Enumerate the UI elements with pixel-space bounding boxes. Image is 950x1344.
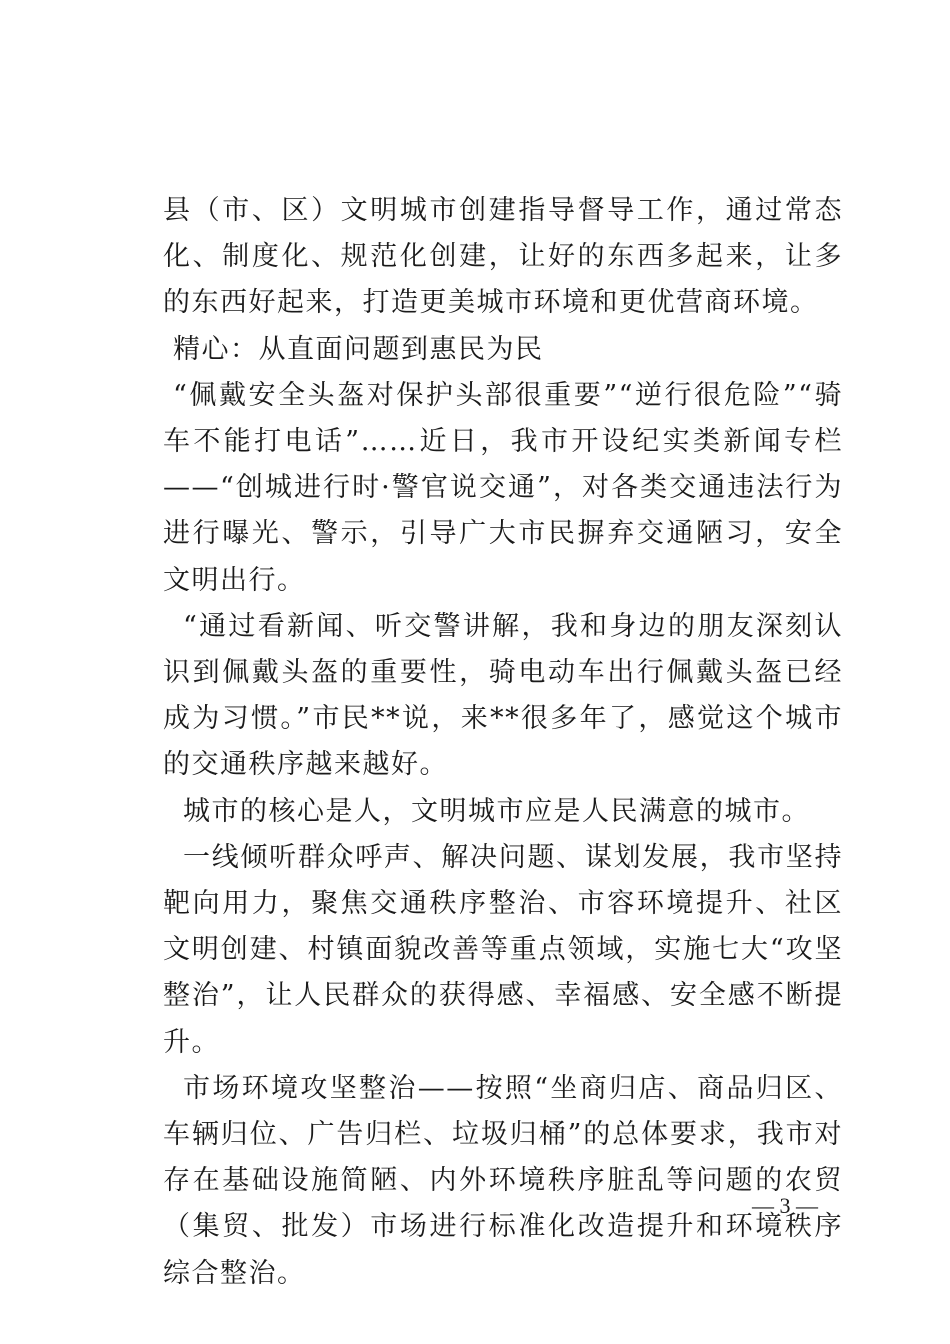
paragraph-frontline: 一线倾听群众呼声、解决问题、谋划发展，我市坚持靶向用力，聚焦交通秩序整治、市容环境提升、社区文明创建、村镇面貌改善等重点领域，实施七大“攻坚整治”，让人民群众的获得感、幸福感、安全感不断提升。: [163, 841, 843, 1058]
page-number: — 3 —: [752, 1193, 818, 1218]
paragraph-continuation: 县（市、区）文明城市创建指导督导工作，通过常态化、制度化、规范化创建，让好的东西多起来，让多的东西好起来，打造更美城市环境和更优营商环境。: [163, 195, 843, 319]
paragraph-traffic-column: “佩戴安全头盔对保护头部很重要”“逆行很危险”“骑车不能打电话”……近日，我市开设纪实类新闻专栏——“创城进行时·警官说交通”，对各类交通违法行为进行曝光、警示，引导广大市民摒弃交通陋习，安全文明出行。: [163, 379, 843, 596]
body-text: [163, 188, 843, 1297]
paragraph-city-core: 城市的核心是人，文明城市应是人民满意的城市。: [183, 795, 810, 827]
paragraph-market-rectification: 市场环境攻坚整治——按照“坐商归店、商品归区、车辆归位、广告归栏、垃圾归桶”的总体要求，我市对存在基础设施简陋、内外环境秩序脏乱等问题的农贸（集贸、批发）市场进行标准化改造提升和环境秩序综合整治。: [163, 1072, 843, 1289]
section-heading: 精心：从直面问题到惠民为民: [173, 333, 544, 365]
paragraph-citizen-quote: “通过看新闻、听交警讲解，我和身边的朋友深刻认识到佩戴头盔的重要性，骑电动车出行佩戴头盔已经成为习惯。”市民**说，来**很多年了，感觉这个城市的交通秩序越来越好。: [163, 610, 843, 781]
